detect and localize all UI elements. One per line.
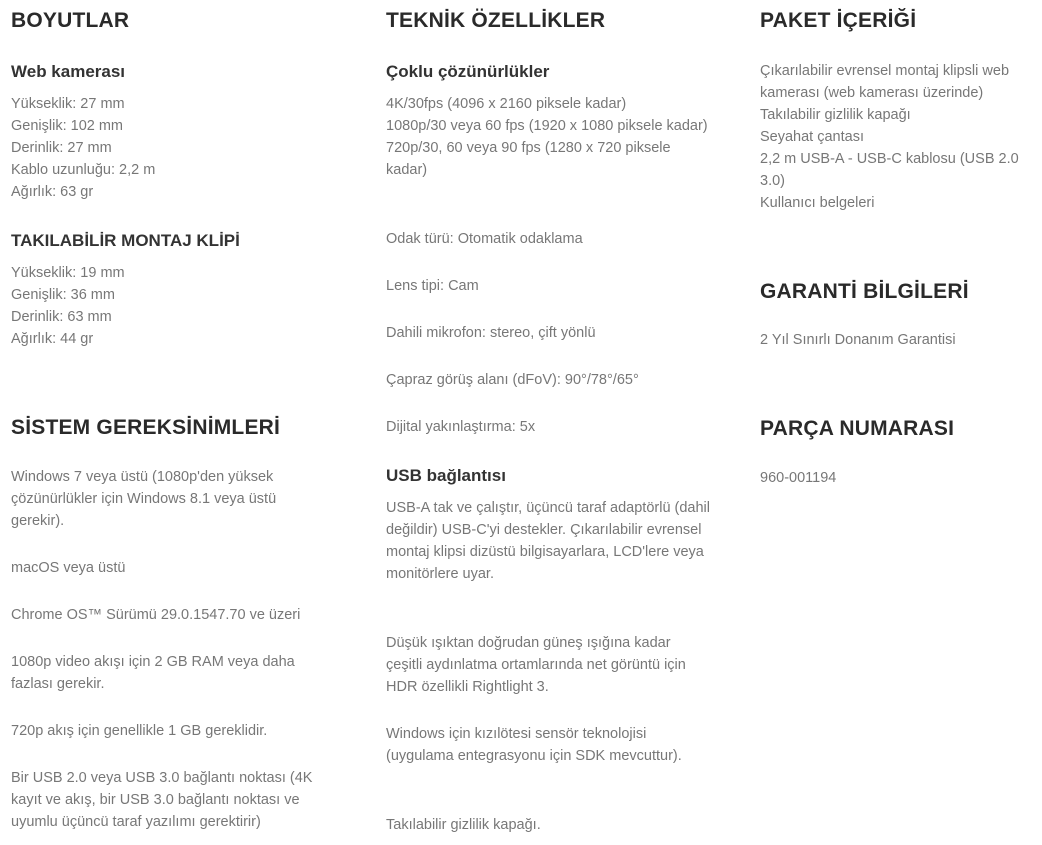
sysreq-item: Chrome OS™ Sürümü 29.0.1547.70 ve üzeri	[11, 607, 301, 623]
usb-paragraph: USB-A tak ve çalıştır, üçüncü taraf adaptörlü (dahil değildir) USB-C'yi destekler. Çıkarılabilir evrensel montaj klipsi dizüstü bilgisayarlara, LCD'lere veya monitörlere uyar.	[386, 500, 710, 582]
spec-line: Derinlik: 63 mm	[11, 309, 112, 325]
tech-heading: TEKNİK ÖZELLİKLER	[386, 9, 606, 32]
microphone: Dahili mikrofon: stereo, çift yönlü	[386, 325, 596, 341]
spec-line: Yükseklik: 19 mm	[11, 265, 125, 281]
usb-paragraph: Düşük ışıktan doğrudan güneş ışığına kadar çeşitli aydınlatma ortamlarında net görüntü için HDR özellikli Rightlight 3.	[386, 635, 686, 695]
multires-subheading: Çoklu çözünürlükler	[386, 62, 550, 81]
clip-subheading: TAKILABİLİR MONTAJ KLİPİ	[11, 231, 240, 250]
clip-specs	[11, 262, 125, 350]
usb-paragraph: Takılabilir gizlilik kapağı.	[386, 817, 541, 833]
warranty-text: 2 Yıl Sınırlı Donanım Garantisi	[760, 332, 956, 348]
package-heading: PAKET İÇERİĞİ	[760, 9, 917, 32]
warranty-heading: GARANTİ BİLGİLERİ	[760, 280, 969, 303]
sysreq-item: Windows 7 veya üstü (1080p'den yüksek çözünürlükler için Windows 8.1 veya üstü gerekir).	[11, 469, 277, 529]
package-item: 2,2 m USB-A - USB-C kablosu (USB 2.0 3.0)	[760, 151, 1019, 189]
resolution-line: 720p/30, 60 veya 90 fps (1280 x 720 piksele kadar)	[386, 140, 671, 178]
spec-line: Yükseklik: 27 mm	[11, 96, 125, 112]
package-item: Kullanıcı belgeleri	[760, 195, 875, 211]
lens-type: Lens tipi: Cam	[386, 278, 479, 294]
spec-line: Kablo uzunluğu: 2,2 m	[11, 162, 156, 178]
package-item: Çıkarılabilir evrensel montaj klipsli web kamerası (web kamerası üzerinde)	[760, 63, 1010, 101]
sysreq-heading: SİSTEM GEREKSİNİMLERİ	[11, 416, 281, 439]
part-number: 960-001194	[760, 470, 837, 486]
focus-type: Odak türü: Otomatik odaklama	[386, 231, 583, 247]
usb-paragraph: Windows için kızılötesi sensör teknolojisi (uygulama entegrasyonu için SDK mevcuttur).	[386, 726, 682, 764]
resolution-list	[386, 93, 711, 181]
package-item: Seyahat çantası	[760, 129, 864, 145]
sysreq-item: macOS veya üstü	[11, 560, 126, 576]
resolution-line: 1080p/30 veya 60 fps (1920 x 1080 piksele kadar)	[386, 118, 708, 134]
dimensions-heading: BOYUTLAR	[11, 9, 130, 32]
package-list	[760, 60, 1042, 214]
package-item: Takılabilir gizlilik kapağı	[760, 107, 911, 123]
digital-zoom: Dijital yakınlaştırma: 5x	[386, 419, 536, 435]
webcam-specs	[11, 93, 155, 203]
sysreq-item: 1080p video akışı için 2 GB RAM veya daha fazlası gerekir.	[11, 654, 295, 692]
spec-line: Ağırlık: 63 gr	[11, 184, 94, 200]
sysreq-item: 720p akış için genellikle 1 GB gereklidir.	[11, 723, 268, 739]
sysreq-item: Bir USB 2.0 veya USB 3.0 bağlantı noktası (4K kayıt ve akış, bir USB 3.0 bağlantı noktası ve uyumlu üçüncü taraf yazılımı gerektirir)	[11, 770, 313, 830]
usb-subheading: USB bağlantısı	[386, 466, 506, 485]
spec-line: Genişlik: 102 mm	[11, 118, 124, 134]
field-of-view: Çapraz görüş alanı (dFoV): 90°/78°/65°	[386, 372, 639, 388]
spec-line: Genişlik: 36 mm	[11, 287, 115, 303]
part-number-heading: PARÇA NUMARASI	[760, 417, 955, 440]
spec-line: Ağırlık: 44 gr	[11, 331, 94, 347]
spec-line: Derinlik: 27 mm	[11, 140, 112, 156]
webcam-subheading: Web kamerası	[11, 62, 126, 81]
resolution-line: 4K/30fps (4096 x 2160 piksele kadar)	[386, 96, 627, 112]
